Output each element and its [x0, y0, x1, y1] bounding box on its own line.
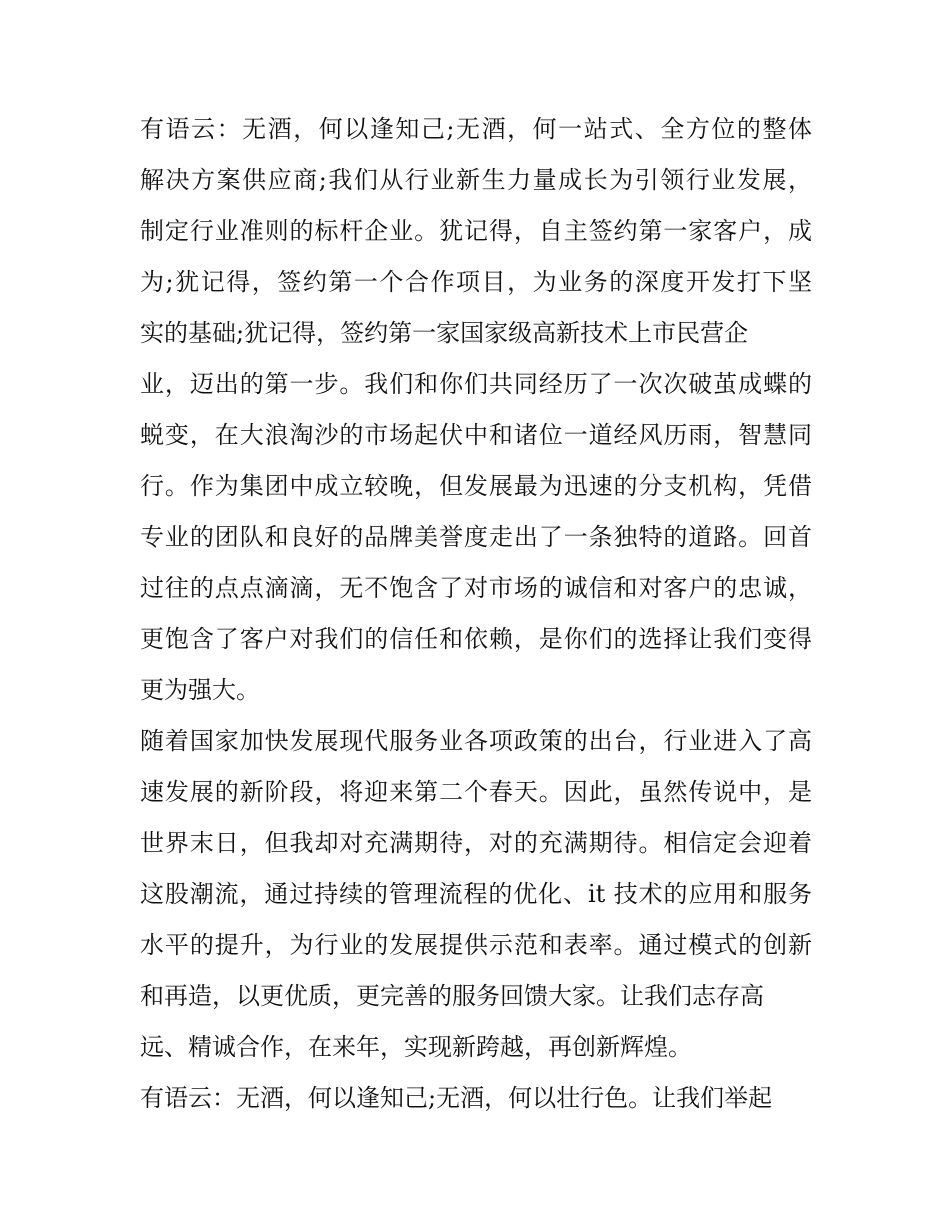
- paragraph-1: [140, 104, 812, 716]
- text-line: 专业的团队和良好的品牌美誉度走出了一条独特的道路。回首: [140, 523, 812, 551]
- text-line: 这股潮流，通过持续的管理流程的优化、it 技术的应用和服务: [140, 880, 812, 908]
- paragraph-2: [140, 716, 812, 1073]
- text-line: 有语云：无酒，何以逢知己;无酒，何一站式、全方位的整体: [140, 115, 812, 143]
- paragraph-3: [140, 1073, 812, 1124]
- text-line: 有语云：无酒，何以逢知己;无酒，何以壮行色。让我们举起: [140, 1084, 773, 1112]
- text-line: 速发展的新阶段，将迎来第二个春天。因此，虽然传说中，是: [140, 778, 812, 806]
- text-line: 制定行业准则的标杆企业。犹记得，自主签约第一家客户，成: [140, 217, 812, 245]
- text-line: 和再造，以更优质，更完善的服务回馈大家。让我们志存高: [140, 982, 764, 1010]
- text-line: 实的基础;犹记得，签约第一家国家级高新技术上市民营企: [140, 319, 749, 347]
- text-line: 解决方案供应商;我们从行业新生力量成长为引领行业发展，: [140, 166, 812, 194]
- document-body: [140, 104, 812, 1124]
- text-line: 蜕变，在大浪淘沙的市场起伏中和诸位一道经风历雨，智慧同: [140, 421, 812, 449]
- text-line: 为;犹记得，签约第一个合作项目，为业务的深度开发打下坚: [140, 268, 812, 296]
- text-line: 更为强大。: [140, 676, 260, 704]
- text-line: 更饱含了客户对我们的信任和依赖，是你们的选择让我们变得: [140, 625, 812, 653]
- text-line: 水平的提升，为行业的发展提供示范和表率。通过模式的创新: [140, 931, 812, 959]
- text-line: 远、精诚合作，在来年，实现新跨越，再创新辉煌。: [140, 1033, 692, 1061]
- text-line: 过往的点点滴滴，无不饱含了对市场的诚信和对客户的忠诚，: [140, 574, 812, 602]
- text-line: 世界末日，但我却对充满期待，对的充满期待。相信定会迎着: [140, 829, 812, 857]
- text-line: 随着国家加快发展现代服务业各项政策的出台，行业进入了高: [140, 727, 812, 755]
- text-line: 行。作为集团中成立较晚，但发展最为迅速的分支机构，凭借: [140, 472, 812, 500]
- text-line: 业，迈出的第一步。我们和你们共同经历了一次次破茧成蝶的: [140, 370, 812, 398]
